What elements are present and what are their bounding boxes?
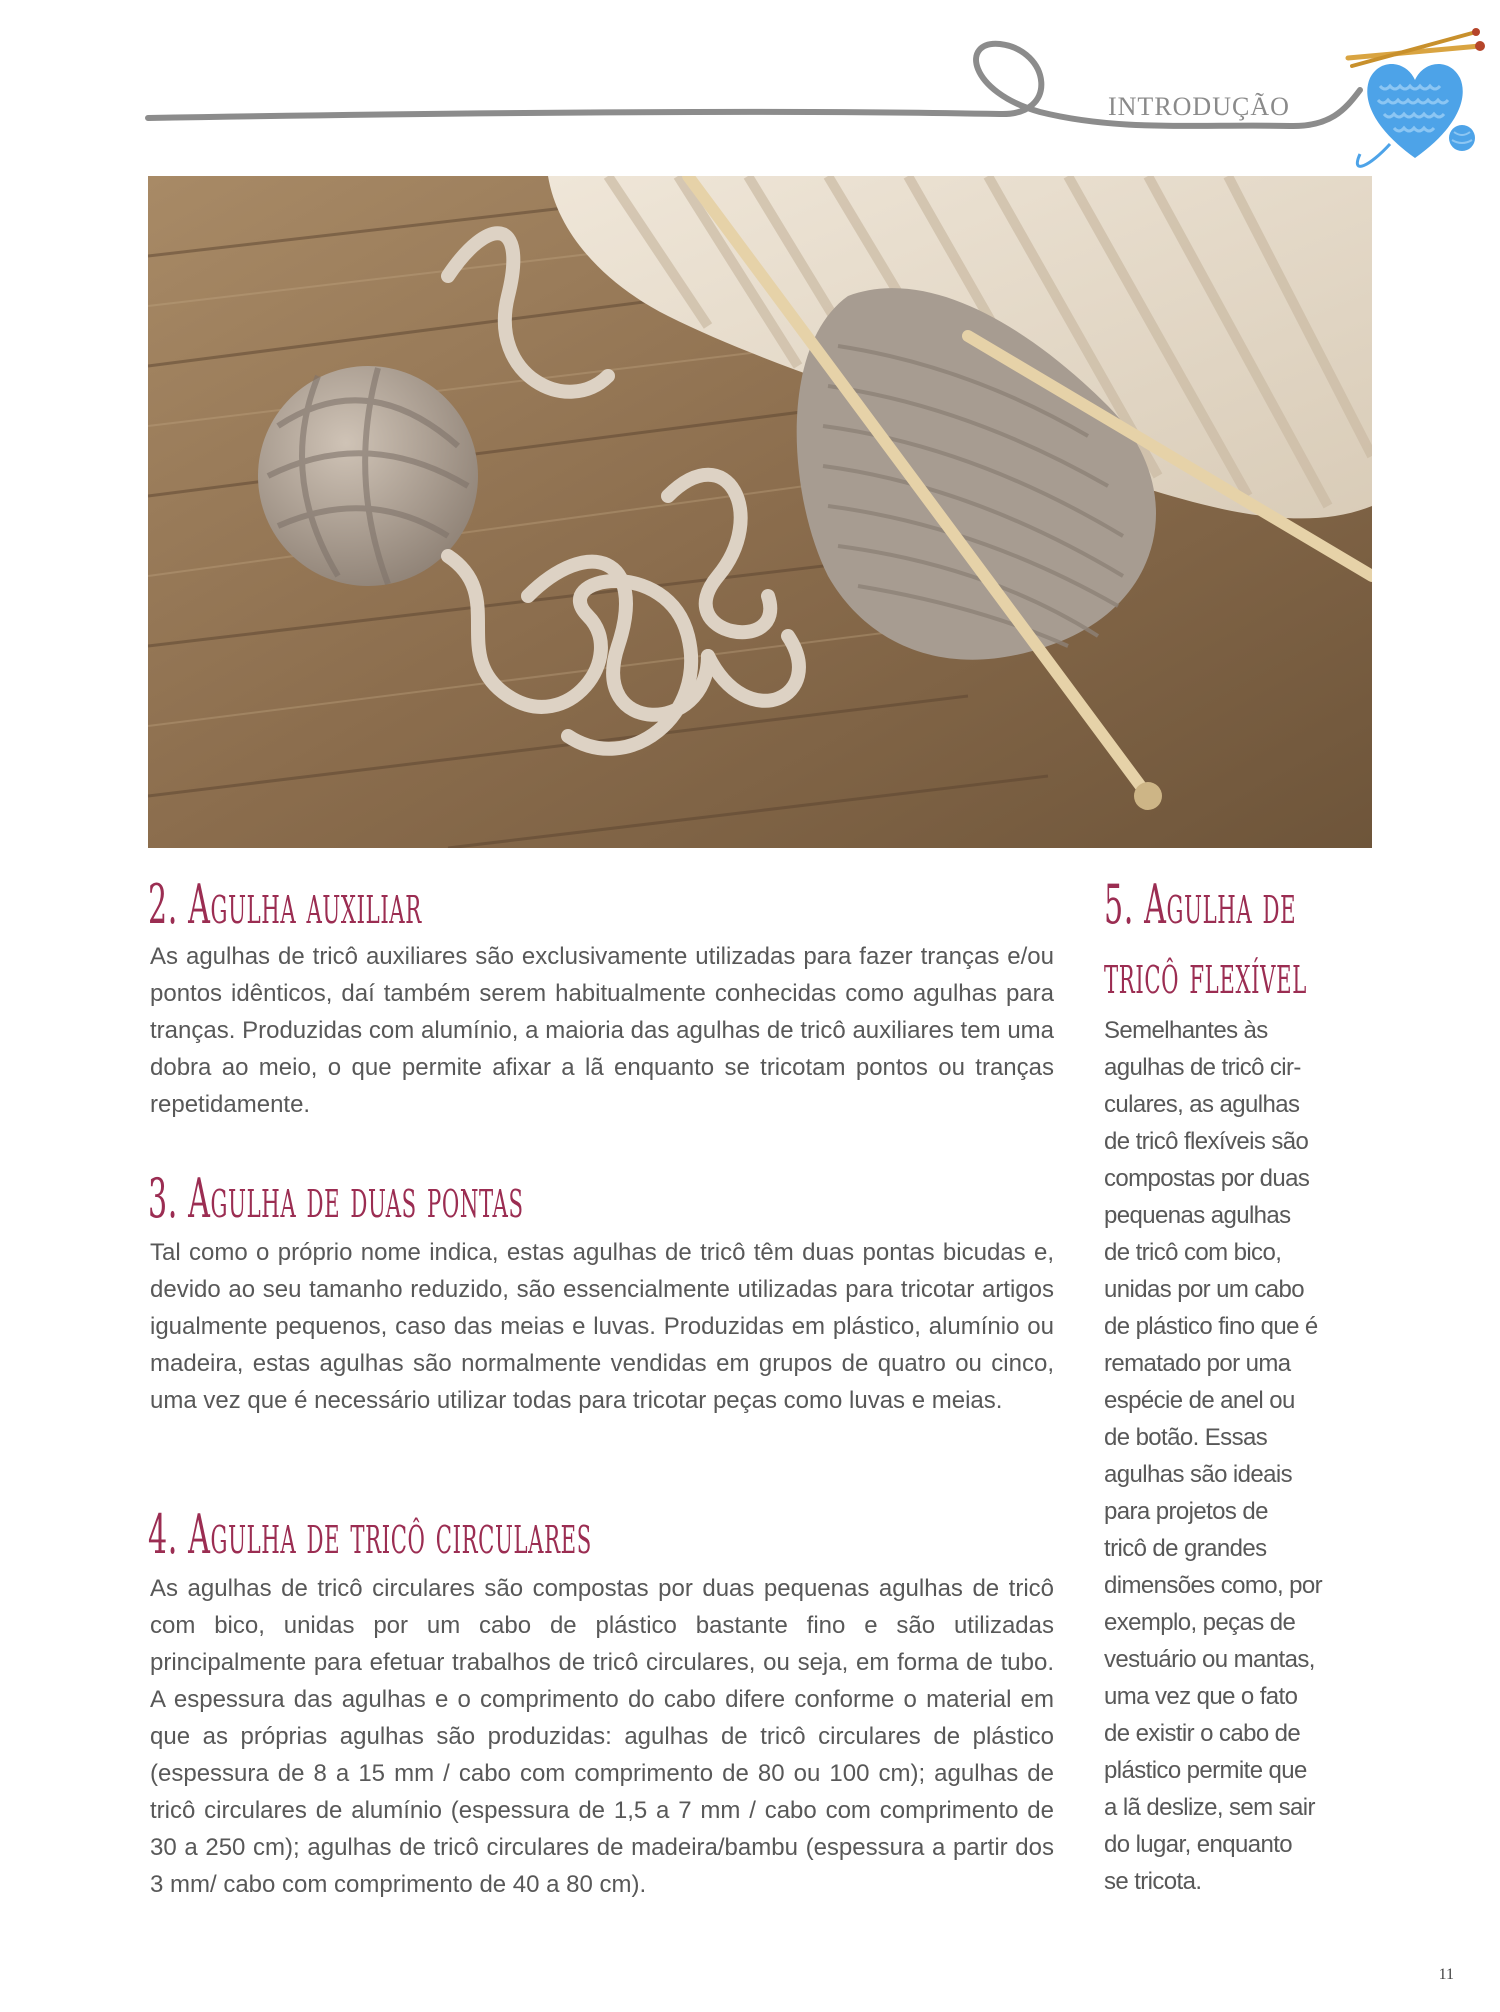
sidebar-line: espécie de anel ou — [1104, 1387, 1295, 1414]
sidebar-line: de plástico fino que é — [1104, 1313, 1318, 1340]
sidebar-line: do lugar, enquanto — [1104, 1831, 1293, 1858]
knitting-photo — [148, 176, 1372, 848]
sidebar-line: vestuário ou mantas, — [1104, 1646, 1315, 1673]
paragraph-agulha-duas-pontas: Tal como o próprio nome indica, estas agulhas de tricô têm duas pontas bicudas e, devido ao seu tamanho reduzido, são essencialmente utilizadas para tricotar artigos igualmente pequenos, caso das meias e luvas. Produzidas em plástico, alumínio ou madeira, estas agulhas são normalmente vendidas em grupos de quatro ou cinco, uma vez que é necessário utilizar todas para tricotar peças como luvas e meias. — [150, 1239, 1054, 1414]
sidebar-line: de existir o cabo de — [1104, 1720, 1301, 1747]
knitting-photo-illustration — [148, 176, 1372, 848]
sidebar-line: exemplo, peças de — [1104, 1609, 1296, 1636]
sidebar-line: a lã deslize, sem sair — [1104, 1794, 1315, 1821]
sidebar-line: uma vez que o fato — [1104, 1683, 1298, 1710]
heading-agulha-flexivel-line1: 5. Agulha de — [1104, 873, 1297, 936]
sidebar-line: compostas por duas — [1104, 1165, 1310, 1192]
sidebar-line: de botão. Essas — [1104, 1424, 1268, 1451]
sidebar-line: de tricô flexíveis são — [1104, 1128, 1309, 1155]
sidebar-line: rematado por uma — [1104, 1350, 1291, 1377]
sidebar-line: dimensões como, por — [1104, 1572, 1323, 1599]
sidebar-line: culares, as agulhas — [1104, 1091, 1300, 1118]
knitted-heart-logo-icon — [1340, 26, 1490, 176]
sidebar-line: agulhas de tricô cir- — [1104, 1054, 1301, 1081]
sidebar-line: unidas por um cabo — [1104, 1276, 1304, 1303]
heading-agulha-duas-pontas: 3. Agulha de duas pontas — [148, 1167, 524, 1230]
sidebar-line: se tricota. — [1104, 1868, 1202, 1895]
sidebar-line: agulhas são ideais — [1104, 1461, 1293, 1488]
sidebar-line: Semelhantes às — [1104, 1017, 1268, 1044]
paragraph-agulha-circulares: As agulhas de tricô circulares são compostas por duas pequenas agulhas de tricô com bico, unidas por um cabo de plástico bastante fino e são utilizadas principalmente para efetuar trabalhos de tricô circulares, ou seja, em forma de tubo. A espessura das agulhas e o comprimento do cabo difere conforme o material em que as próprias agulhas são produzidas: agulhas de tricô circulares de plástico (espessura de 8 a 15 mm / cabo com comprimento de 80 ou 100 cm); agulhas de tricô circulares de alumínio (espessura de 1,5 a 7 mm / cabo com comprimento de 30 a 250 cm); agulhas de tricô circulares de madeira/bambu (espessura a partir dos 3 mm/ cabo com comprimento de 40 a 80 cm). — [150, 1575, 1054, 1898]
sidebar-line: para projetos de — [1104, 1498, 1268, 1525]
page-number: 11 — [1438, 1966, 1454, 1983]
heading-agulha-circulares: 4. Agulha de tricô circulares — [148, 1503, 592, 1566]
sidebar-line: pequenas agulhas — [1104, 1202, 1291, 1229]
sidebar-paragraph-agulha-flexivel — [1104, 1012, 1344, 1900]
heading-agulha-auxiliar: 2. Agulha auxiliar — [148, 873, 422, 936]
heading-agulha-flexivel-line2: tricô flexível — [1104, 943, 1307, 1006]
sidebar-line: plástico permite que — [1104, 1757, 1307, 1784]
sidebar-line: de tricô com bico, — [1104, 1239, 1282, 1266]
section-label: INTRODUÇÃO — [1108, 92, 1290, 121]
paragraph-agulha-auxiliar: As agulhas de tricô auxiliares são exclusivamente utilizadas para fazer tranças e/ou pontos idênticos, daí também serem habitualmente conhecidas como agulhas para tranças. Produzidas com alumínio, a maioria das agulhas de tricô auxiliares tem uma dobra ao meio, o que permite afixar a lã enquanto se tricotam pontos ou tranças repetidamente. — [150, 943, 1054, 1118]
sidebar-line: tricô de grandes — [1104, 1535, 1267, 1562]
